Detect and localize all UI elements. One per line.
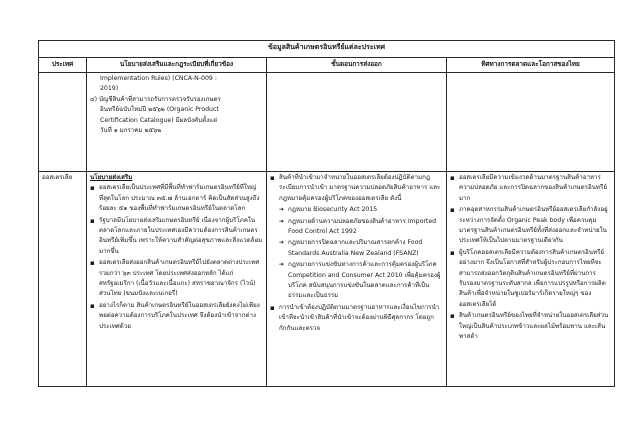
header-country: ประเทศ: [39, 58, 87, 73]
list-item: ▪ สินค้าเกษตรอินทรีย์ของไทยที่จำหน่ายในออสเตรเลียส่วนใหญ่เป็นสินค้าประเภทข้าวและผลไม้พร้อมทาน และเส้นพาสต้า: [450, 311, 611, 342]
header-market: ทิศทางการตลาดและโอกาสของไทย: [447, 58, 615, 73]
header-row: [39, 58, 615, 73]
policy-line: 2019): [100, 85, 119, 93]
export-intro: ▪ สินค้าที่นำเข้ามาจำหน่ายในออสเตรเลียต้องปฏิบัติตามกฎระเบียบการนำเข้า มาตรฐานความปลอดภัยสินค้าอาหาร และกฎหมายคุ้มครองผู้บริโภคของออสเตรเลีย ดังนี้: [270, 173, 443, 204]
policy-list: [90, 183, 263, 332]
cell-market-empty: [447, 73, 615, 172]
policy-line: ๔) บัญชีสินค้าที่สามารถรับการตรวจรับรองเกษตร: [90, 95, 221, 103]
law-item: ➔ กฎหมายการแข่งขันทางการค้าและการคุ้มครองผู้บริโภค Competition and Consumer Act 2010 เพื่อคุ้มครองผู้บริโภค สนับสนุนการแข่งขันในตลาดและการค้าที่เป็นธรรมและเป็นธรรม: [270, 260, 443, 302]
table-row-continued: [39, 73, 615, 172]
policy-heading: นโยบายส่งเสริม: [90, 174, 133, 181]
organic-products-table: [38, 40, 615, 387]
title-row: [39, 41, 615, 58]
list-item: ▪ อย่างไรก็ตาม สินค้าเกษตรอินทรีย์ในออสเตรเลียยังคงไม่เพียงพอต่อความต้องการบริโภคในประเทศ จึงต้องนำเข้าจากต่างประเทศด้วย: [90, 301, 263, 332]
cell-policy: [87, 172, 267, 387]
policy-line: Certification Catalogue) มีผลบังคับตั้งแต่: [100, 116, 218, 124]
list-item: ▪ ออสเตรเลียเป็นประเทศที่มีพื้นที่ทำฟาร์มเกษตรอินทรีย์ที่ใหญ่ที่สุดในโลก ประมาณ ๓๕.๗ ล้านเฮกตาร์ คิดเป็นสัดส่วนสูงถึงร้อยละ ๕๑ ของพื้นที่ทำฟาร์มเกษตรอินทรีย์ในตลาดโลก: [90, 183, 263, 214]
policy-line: อินทรีย์ฉบับใหม่ปี ๒๕๖๒ (Organic Product: [100, 106, 219, 114]
list-item: ▪ ออสเตรเลียส่งออกสินค้าเกษตรอินทรีย์ไปยังตลาดต่างประเทศรวมกว่า ๖๓ ประเทศ โดยประเทศส่งออกหลัก ได้แก่ สหรัฐอเมริกา (เนื้อวัวและเนื้อแกะ) สหราชอาณาจักร (ไวน์) ส่วนไทย (ขนมปังและเบเกอรี่): [90, 258, 263, 300]
law-item: ➔ กฎหมาย Biosecurity Act 2015: [270, 205, 443, 215]
cell-market: [447, 172, 615, 387]
table-title: ข้อมูลสินค้าเกษตรอินทรีย์แต่ละประเทศ: [39, 41, 615, 58]
policy-line: Implementation Rules) (CNCA-N-009 :: [100, 75, 217, 82]
list-item: ▪ ภาคอุตสาหกรรมสินค้าเกษตรอินทรีย์ออสเตรเลียกำลังอยู่ระหว่างการจัดตั้ง Organic Peak body เพื่อควบคุมมาตรฐานสินค้าเกษตรอินทรีย์ทั้งที่ส่งออกและจำหน่ายในประเทศให้เป็นไปตามมาตรฐานเดียวกัน: [450, 205, 611, 247]
cell-country-empty: [39, 73, 87, 172]
country-name: ออสเตรเลีย: [39, 172, 87, 387]
header-export: ขั้นตอนการส่งออก: [267, 58, 447, 73]
export-more: ▪ การนำเข้าต้องปฏิบัติตามมาตรฐานอาหารและเงื่อนไขการนำเข้าที่จะนำเข้าสินค้าที่นำเข้าจะต้องผ่านพิธีศุลกากร โดยถูกกักกันและตรวจ: [270, 303, 443, 334]
list-item: ▪ ผู้บริโภคออสเตรเลียมีความต้องการสินค้าเกษตรอินทรีย์อย่างมาก จึงเป็นโอกาสที่สำหรับผู้ประกอบการไทยที่จะสามารถส่งออกวัตถุดิบสินค้าเกษตรอินทรีย์ที่ผ่านการรับรองมาตรฐานระดับสากล เพื่อการแปรรูปหรือการผลิตสินค้าเพื่อจำหน่ายในซูเปอร์มาร์เก็ตรายใหญ่ๆ ของออสเตรเลียได้: [450, 248, 611, 310]
cell-export-empty: [267, 73, 447, 172]
list-item: ▪ ออสเตรเลียมีความเข้มงวดด้านมาตรฐานสินค้าอาหาร ความปลอดภัย และการปิดฉลากของสินค้าเกษตรอินทรีย์มาก: [450, 173, 611, 204]
export-list: [270, 173, 443, 334]
law-item: ➔ กฎหมายการปิดฉลากและปริมาณสารตกค้าง Food Standards Australia New Zealand (FSANZ): [270, 238, 443, 259]
policy-line: วันที่ ๑ มกราคม ๒๕๖๒: [100, 127, 162, 135]
cell-policy-continued: [87, 73, 267, 172]
header-policy: นโยบายส่งเสริมและกฎระเบียบที่เกี่ยวข้อง: [87, 58, 267, 73]
table-row-australia: [39, 172, 615, 387]
law-item: ➔ กฎหมายด้านความปลอดภัยของสินค้าอาหาร Imported Food Control Act 1992: [270, 217, 443, 238]
list-item: ▪ รัฐบาลมีนโยบายส่งเสริมเกษตรอินทรีย์ เนื่องจากผู้บริโภคในตลาดโลกและภายในประเทศเองมีความต้องการสินค้าเกษตรอินทรีย์เพิ่มขึ้น เพราะให้ความสำคัญต่อสุขภาพและสิ่งแวดล้อมมากขึ้น: [90, 216, 263, 258]
cell-export: [267, 172, 447, 387]
market-list: [450, 173, 611, 343]
